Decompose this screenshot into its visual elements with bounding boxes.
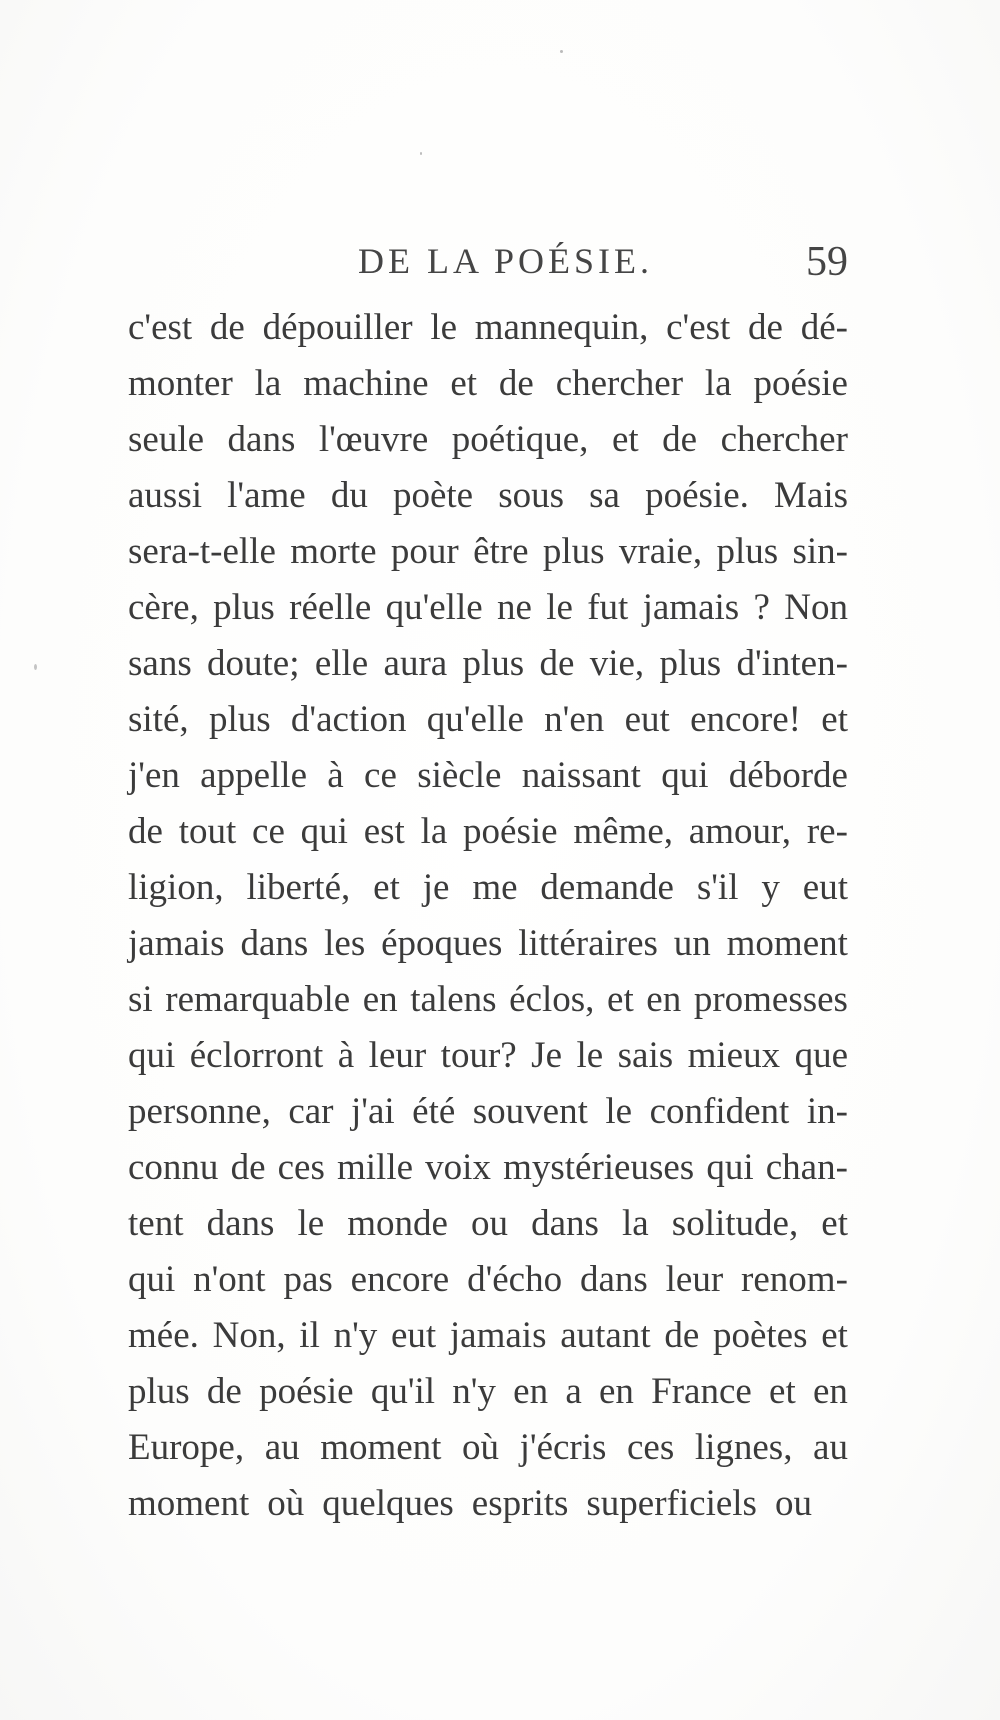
word: n'ont: [193, 1259, 266, 1300]
word: déborde: [728, 755, 848, 796]
word: moment: [726, 923, 848, 964]
word: fut: [587, 587, 629, 628]
word: dans: [579, 1259, 648, 1300]
word: du: [330, 475, 368, 516]
word: plus: [213, 587, 275, 628]
word: plus: [542, 531, 605, 572]
text-line: [128, 1084, 848, 1140]
word: Europe,: [128, 1427, 245, 1468]
word: de: [662, 419, 698, 460]
word: de: [498, 363, 534, 404]
word: vie,: [589, 643, 645, 684]
word: mille: [337, 1147, 414, 1188]
word: leur: [368, 1035, 427, 1076]
text-line: [128, 1476, 848, 1532]
word: mannequin,: [474, 307, 649, 348]
word: vraie,: [618, 531, 703, 572]
word: sans: [128, 643, 192, 684]
word: réelle: [289, 587, 372, 628]
word: en: [513, 1371, 549, 1412]
paper-speck: [560, 50, 563, 53]
word: naissant: [521, 755, 641, 796]
word: ce: [364, 755, 397, 796]
word: la: [704, 363, 732, 404]
word: chercher: [720, 419, 848, 460]
word: voix: [425, 1147, 491, 1188]
word: sera-t-elle: [128, 531, 276, 572]
word: autant: [560, 1315, 651, 1356]
word: chan-: [765, 1147, 848, 1188]
word: est: [363, 811, 405, 852]
word: dans: [227, 419, 296, 460]
word: quelques: [322, 1483, 454, 1524]
word: jamais: [642, 587, 740, 628]
word: personne,: [128, 1091, 271, 1132]
word: connu: [128, 1147, 219, 1188]
word: tout: [178, 811, 237, 852]
word: seule: [128, 419, 205, 460]
running-head: [128, 240, 848, 290]
word: poésie: [463, 811, 558, 852]
word: si: [128, 979, 153, 1020]
word: et: [607, 979, 634, 1020]
word: siècle: [417, 755, 502, 796]
word: et: [821, 699, 848, 740]
word: de: [128, 811, 163, 852]
word: en: [646, 979, 682, 1020]
word: en: [362, 979, 398, 1020]
word: promesses: [693, 979, 848, 1020]
word: qu'il: [370, 1371, 436, 1412]
word: au: [813, 1427, 848, 1468]
word: dans: [206, 1203, 275, 1244]
text-line: [128, 1308, 848, 1364]
word: de: [230, 1147, 266, 1188]
word: ces: [627, 1427, 675, 1468]
word: pas: [283, 1259, 333, 1300]
word: cère,: [128, 587, 199, 628]
text-line: [128, 748, 848, 804]
word: je: [422, 867, 450, 908]
word: l'œuvre: [318, 419, 429, 460]
text-line: [128, 1028, 848, 1084]
word: re-: [806, 811, 848, 852]
word: de: [748, 307, 783, 348]
word: qui: [706, 1147, 754, 1188]
word: été: [412, 1091, 456, 1132]
word: car: [288, 1091, 334, 1132]
word: où: [462, 1427, 500, 1468]
text-line: [128, 972, 848, 1028]
word: littéraires: [518, 923, 658, 964]
word: sa: [589, 475, 620, 516]
word: morte: [290, 531, 377, 572]
word: d'action: [290, 699, 407, 740]
word: tent: [128, 1203, 184, 1244]
word: les: [324, 923, 366, 964]
word: leur: [665, 1259, 724, 1300]
word: le: [430, 307, 458, 348]
word: moment: [320, 1427, 442, 1468]
word: ou: [471, 1203, 509, 1244]
text-line: [128, 524, 848, 580]
word: n'y: [333, 1315, 378, 1356]
word: chercher: [555, 363, 684, 404]
word: éclorront: [189, 1035, 324, 1076]
word: la: [254, 363, 282, 404]
text-line: [128, 860, 848, 916]
word: confident: [649, 1091, 790, 1132]
paper-speck: [34, 664, 37, 670]
word: eut: [390, 1315, 437, 1356]
word: sin-: [792, 531, 848, 572]
word: d'inten-: [736, 643, 848, 684]
word: sais: [617, 1035, 674, 1076]
word: c'est: [128, 307, 193, 348]
word: j'en: [128, 755, 180, 796]
word: que: [794, 1035, 848, 1076]
word: mieux: [687, 1035, 781, 1076]
word: dans: [531, 1203, 599, 1244]
word: moment: [128, 1483, 250, 1524]
text-line: [128, 1420, 848, 1476]
word: de: [206, 1371, 242, 1412]
text-line: [128, 356, 848, 412]
word: n'y: [452, 1371, 496, 1412]
word: machine: [303, 363, 429, 404]
word: n'en: [544, 699, 605, 740]
word: ligion,: [128, 867, 224, 908]
text-line: [128, 636, 848, 692]
word: encore: [350, 1259, 450, 1300]
word: poétique,: [451, 419, 589, 460]
word: la: [420, 811, 448, 852]
word: talens: [410, 979, 497, 1020]
word: époques: [381, 923, 503, 964]
word: lignes,: [694, 1427, 793, 1468]
word: dépouiller: [262, 307, 413, 348]
word: qui: [128, 1035, 176, 1076]
word: esprits: [471, 1483, 569, 1524]
word: poète: [392, 475, 474, 516]
word: encore!: [690, 699, 801, 740]
word: y: [761, 867, 780, 908]
word: et: [373, 867, 400, 908]
word: le: [576, 1035, 604, 1076]
word: plus: [716, 531, 779, 572]
word: de: [209, 307, 245, 348]
word: monde: [347, 1203, 448, 1244]
word: aussi: [128, 475, 202, 516]
running-title: DE LA POÉSIE.: [358, 241, 653, 281]
word: solitude,: [671, 1203, 799, 1244]
word: Non,: [212, 1315, 286, 1356]
word: France: [651, 1371, 752, 1412]
text-line: [128, 1364, 848, 1420]
word: et: [611, 419, 639, 460]
word: mée.: [128, 1315, 199, 1356]
word: doute;: [207, 643, 300, 684]
text-line: [128, 804, 848, 860]
word: poésie: [753, 363, 848, 404]
word: amour,: [688, 811, 792, 852]
word: jamais: [449, 1315, 547, 1356]
word: pour: [390, 531, 459, 572]
word: eut: [624, 699, 670, 740]
word: éclos,: [509, 979, 595, 1020]
word: j'ai: [351, 1091, 395, 1132]
word: eut: [802, 867, 848, 908]
word: dé-: [800, 307, 848, 348]
word: de: [664, 1315, 700, 1356]
word: Mais: [774, 475, 848, 516]
body-text: [128, 300, 848, 1532]
word: j'écris: [519, 1427, 607, 1468]
word: de: [539, 643, 575, 684]
word: c'est: [666, 307, 731, 348]
word: il: [299, 1315, 320, 1356]
word: aura: [383, 643, 448, 684]
word: in-: [806, 1091, 848, 1132]
word: liberté,: [246, 867, 351, 908]
word: et: [450, 363, 478, 404]
word: même,: [573, 811, 673, 852]
word: ces: [277, 1147, 325, 1188]
word: mystérieuses: [503, 1147, 695, 1188]
word: appelle: [200, 755, 307, 796]
word: le: [297, 1203, 325, 1244]
word: plus: [659, 643, 722, 684]
word: ?: [753, 587, 770, 628]
word: qui: [300, 811, 348, 852]
word: monter: [128, 363, 233, 404]
word: le: [546, 587, 573, 628]
word: a: [565, 1371, 582, 1412]
word: s'il: [696, 867, 739, 908]
word: elle: [314, 643, 369, 684]
text-line: [128, 1252, 848, 1308]
word: jamais: [128, 923, 225, 964]
word: ne: [496, 587, 532, 628]
text-line: [128, 412, 848, 468]
word: qu'elle: [426, 699, 524, 740]
word: et: [821, 1203, 848, 1244]
word: demande: [540, 867, 674, 908]
word: et: [769, 1371, 796, 1412]
word: à: [337, 1035, 355, 1076]
word: Non: [784, 587, 848, 628]
word: où: [267, 1483, 305, 1524]
word: poésie: [259, 1371, 354, 1412]
word: renom-: [741, 1259, 848, 1300]
word: ou: [774, 1483, 812, 1524]
word: et: [821, 1315, 848, 1356]
word: ce: [252, 811, 285, 852]
text-line: [128, 468, 848, 524]
text-line: [128, 692, 848, 748]
word: qui: [661, 755, 709, 796]
word: en: [812, 1371, 848, 1412]
word: qu'elle: [385, 587, 483, 628]
word: plus: [128, 1371, 190, 1412]
word: plus: [462, 643, 525, 684]
word: souvent: [472, 1091, 588, 1132]
text-line: [128, 580, 848, 636]
word: au: [264, 1427, 300, 1468]
word: superficiels: [586, 1483, 757, 1524]
word: un: [673, 923, 711, 964]
text-line: [128, 1140, 848, 1196]
word: dans: [240, 923, 309, 964]
word: en: [598, 1371, 634, 1412]
word: plus: [208, 699, 271, 740]
text-line: [128, 916, 848, 972]
word: qui: [128, 1259, 176, 1300]
text-line: [128, 300, 848, 356]
word: être: [473, 531, 529, 572]
word: poésie.: [645, 475, 749, 516]
word: tour?: [440, 1035, 517, 1076]
word: Je: [531, 1035, 562, 1076]
word: à: [327, 755, 344, 796]
page-number: 59: [806, 239, 848, 285]
word: la: [622, 1203, 649, 1244]
word: sité,: [128, 699, 189, 740]
word: me: [472, 867, 518, 908]
text-line: [128, 1196, 848, 1252]
paper-speck: [420, 152, 422, 155]
word: remarquable: [165, 979, 351, 1020]
word: d'écho: [467, 1259, 563, 1300]
word: poètes: [712, 1315, 808, 1356]
word: sous: [498, 475, 565, 516]
word: le: [605, 1091, 633, 1132]
word: l'ame: [227, 475, 306, 516]
